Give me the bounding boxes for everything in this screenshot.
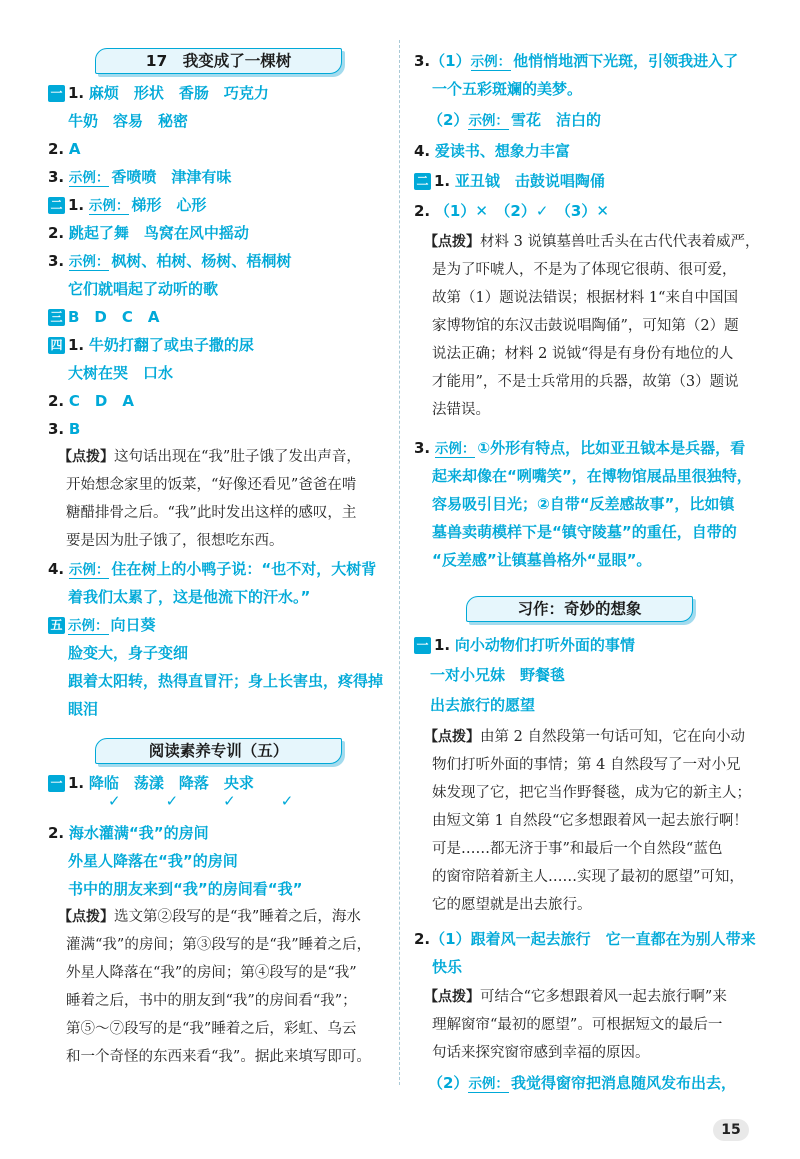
answer-line: 2. 海水灌满“我”的房间: [48, 824, 209, 842]
answer-line: 眼泪: [68, 700, 99, 718]
tip-text: 【点拨】可结合“它多想跟着风一起去旅行啊”来: [424, 989, 727, 1005]
answer-line: 4. 爱读书、想象力丰富: [414, 142, 570, 160]
answer-line: 起来却像在“咧嘴笑”，在博物馆展品里很独特，: [432, 467, 752, 485]
answer-line: 快乐: [432, 958, 463, 976]
answer-line: 2. （1）✕ （2）✓ （3）✕: [414, 202, 609, 220]
section-2-q1: 二 1. 亚丑钺 击鼓说唱陶俑: [414, 170, 605, 192]
section-5: 五 示例： 向日葵: [48, 614, 156, 636]
answer-line: 书中的朋友来到“我”的房间看“我”: [68, 880, 303, 898]
answer-line: 外星人降落在“我”的房间: [68, 852, 238, 870]
section-badge: 五: [48, 617, 65, 634]
tip-text: 【点拨】材料 3 说镇墓兽吐舌头在古代代表着威严，: [424, 234, 760, 250]
tip-text: 是为了吓唬人，不是为了体现它很萌、很可爱，: [432, 262, 737, 278]
tip-text: 和一个奇怪的东西来看“我”。据此来填写即可。: [66, 1049, 371, 1065]
writing-q1: 一 1. 向小动物们打听外面的事情: [414, 634, 635, 656]
page-number: 15: [713, 1119, 749, 1141]
answer-line: 3. B: [48, 420, 81, 438]
section-4-q1: 四 1. 牛奶打翻了或虫子撒的尿: [48, 334, 254, 356]
tip-text: 才能用”，不是士兵常用的兵器，故第（3）题说: [432, 374, 739, 390]
answer-line: “反差感”让镇墓兽格外“显眼”。: [432, 551, 652, 569]
lesson-17-banner: 17 我变成了一棵树: [95, 48, 342, 74]
tip-text: 睡着之后，书中的朋友到“我”的房间看“我”；: [66, 993, 357, 1009]
tip-text: 它的愿望就是出去旅行。: [432, 897, 592, 913]
answer-line: 2. A: [48, 140, 81, 158]
tip-text: 句话来探究窗帘感到幸福的原因。: [432, 1045, 650, 1061]
answer-line: 3. 示例： 香喷喷 津津有味: [48, 168, 232, 186]
column-divider: [399, 40, 400, 1085]
tip-text: 物们打听外面的事情；第 4 自然段写了一对小兄: [432, 757, 741, 773]
answer-line: 2. 跳起了舞 鸟窝在风中摇动: [48, 224, 249, 242]
answer-line: 3.（1）示例： 他悄悄地洒下光斑，引领我进入了: [414, 52, 739, 70]
check-marks: ✓ ✓ ✓ ✓: [108, 792, 294, 810]
section-1-q1: 一 1. 麻烦 形状 香肠 巧克力: [48, 82, 269, 104]
section-badge: 一: [414, 637, 431, 654]
answer-line: 它们就唱起了动听的歌: [68, 280, 219, 298]
section-badge: 二: [414, 173, 431, 190]
answer-line: 3. 示例： ①外形有特点，比如亚丑钺本是兵器，看: [414, 439, 746, 457]
answer-line: 脸变大，身子变细: [68, 644, 189, 662]
tip-text: 的窗帘陪着新主人……实现了最初的愿望”可知，: [432, 869, 744, 885]
answer-line: 3. 示例： 枫树、柏树、杨树、梧桐树: [48, 252, 292, 270]
tip-text: 故第（1）题说法错误；根据材料 1“来自中国国: [432, 290, 738, 306]
writing-banner: 习作：奇妙的想象: [466, 596, 693, 622]
answer-line: 着我们太累了，这是他流下的汗水。”: [68, 588, 311, 606]
tip-text: 妹发现了它，把它当作野餐毯，成为它的新主人；: [432, 785, 751, 801]
answer-line: 跟着太阳转，热得直冒汗；身上长害虫，疼得掉: [68, 672, 384, 690]
tip-text: 由短文第 1 自然段“它多想跟着风一起去旅行啊！: [432, 813, 748, 829]
tip-text: 第⑤～⑦段写的是“我”睡着之后，彩虹、乌云: [66, 1021, 357, 1037]
answer-line: 一对小兄妹 野餐毯: [430, 666, 566, 684]
section-badge: 四: [48, 337, 65, 354]
answer-line: 一个五彩斑斓的美梦。: [432, 80, 583, 98]
answer-line: 墓兽卖萌模样下是“镇守陵墓”的重任，自带的: [432, 523, 737, 541]
section-badge: 一: [48, 85, 65, 102]
tip-text: 家博物馆的东汉击鼓说唱陶俑”，可知第（2）题: [432, 318, 739, 334]
tip-text: 【点拨】选文第②段写的是“我”睡着之后，海水: [58, 909, 361, 925]
answer-line: （2）示例： 我觉得窗帘把消息随风发布出去，: [428, 1074, 736, 1092]
section-badge: 一: [48, 775, 65, 792]
tip-text: 法错误。: [432, 402, 490, 418]
tip-text: 理解窗帘“最初的愿望”。可根据短文的最后一: [432, 1017, 723, 1033]
reading-q1: 一 1. 降临 荡漾 降落 央求: [48, 772, 254, 794]
answer-line: 出去旅行的愿望: [430, 696, 536, 714]
tip-text: 【点拨】由第 2 自然段第一句话可知，它在向小动: [424, 729, 745, 745]
tip-text: 外星人降落在“我”的房间；第④段写的是“我”: [66, 965, 357, 981]
section-2-q1: 二 1. 示例： 梯形 心形: [48, 194, 206, 216]
answer-line: 2.（1）跟着风一起去旅行 它一直都在为别人带来: [414, 930, 756, 948]
tip-text: 说法正确；材料 2 说钺“得是有身份有地位的人: [432, 346, 734, 362]
tip-text: 开始想念家里的饭菜，“好像还看见”爸爸在啃: [66, 477, 357, 493]
answer-line: 容易吸引目光；②自带“反差感故事”，比如镇: [432, 495, 735, 513]
tip-text: 要是因为肚子饿了，很想吃东西。: [66, 533, 284, 549]
answer-line: （2）示例： 雪花 洁白的: [428, 111, 601, 129]
answer-line: 牛奶 容易 秘密: [68, 112, 189, 130]
answer-line: 2. C D A: [48, 392, 134, 410]
section-3: 三 B D C A: [48, 306, 160, 328]
tip-text: 【点拨】这句话出现在“我”肚子饿了发出声音，: [58, 449, 361, 465]
tip-text: 可是……都无济于事”和最后一个自然段“蓝色: [432, 841, 723, 857]
section-badge: 三: [48, 309, 65, 326]
tip-text: 糖醋排骨之后。“我”此时发出这样的感叹，主: [66, 505, 357, 521]
tip-text: 灌满“我”的房间；第③段写的是“我”睡着之后，: [66, 937, 372, 953]
reading-training-banner: 阅读素养专训（五）: [95, 738, 342, 764]
answer-line: 大树在哭 口水: [68, 364, 174, 382]
answer-line: 4. 示例： 住在树上的小鸭子说：“也不对，大树背: [48, 560, 377, 578]
section-badge: 二: [48, 197, 65, 214]
